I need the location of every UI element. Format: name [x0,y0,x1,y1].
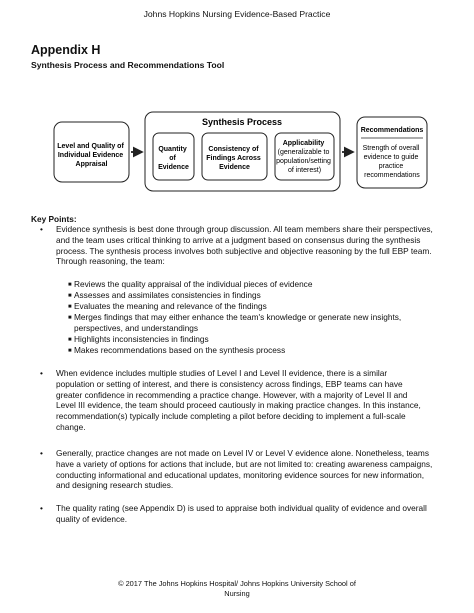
key-point-2-line: Level III evidence, the team should proceed cautiously in making practice changes. In this instance, [56,400,421,411]
key-point-1-line: Through reasoning, the team: [56,256,165,267]
left-box-line-1: Level and Quality of [57,143,124,150]
recommendations-title: Recommendations [360,127,424,134]
sub-point-text: Reviews the quality appraisal of the individual pieces of evidence [74,279,313,289]
key-point-1-line: process. The synthesis process involves both subjective and objective reasoning by the full EBP team. [56,245,432,256]
consistency-line-3: Evidence [219,164,250,171]
sub-point [68,334,454,345]
sub-point [68,345,454,356]
consistency-line-1: Consistency of [208,146,259,153]
sub-point [68,312,454,334]
key-point-3 [56,448,456,491]
bullet-icon: • [40,503,43,513]
synthesis-process-title: Synthesis Process [201,117,283,127]
sub-point-text: Makes recommendations based on the synthesis process [74,345,286,355]
page-footer [0,579,474,598]
sub-point [68,279,454,290]
key-point-1-line: and the team uses critical thinking to arrive at a judgment based on consensus during the synthesis [56,234,421,245]
square-bullet-icon: ■ [68,304,72,310]
sub-point-text: Assesses and assimilates consistencies in findings [74,290,261,300]
key-point-2-line: population or setting of interest, and there is consistency across findings, EBP teams can have [56,378,403,389]
quantity-line-1: Quantity [158,146,187,153]
square-bullet-icon: ■ [68,315,72,321]
page-header: Johns Hopkins Nursing Evidence-Based Practice [143,9,331,19]
sub-point-text: Merges findings that may either enhance the team's knowledge or generate new insights, [74,312,402,322]
key-point-3-line: have a variety of options for actions that include, but are not limited to: creating awareness campaigns, [56,458,433,469]
key-point-3-line: Generally, practice changes are not made on Level IV or Level V evidence alone. Nonetheless, teams [56,448,429,458]
key-point-4 [56,503,456,525]
appendix-title: Appendix H [31,43,101,57]
key-points-heading: Key Points: [31,214,77,224]
square-bullet-icon: ■ [68,293,72,299]
recommendations-line-1: Strength of overall [362,145,420,152]
sub-point-text: Evaluates the meaning and relevance of the findings [74,301,267,311]
key-point-4-line: quality of evidence. [56,513,128,524]
tool-subtitle: Synthesis Process and Recommendations Tool [31,60,225,70]
recommendations-line-3: practice [378,163,404,170]
square-bullet-icon: ■ [68,282,72,288]
key-point-3-line: conducting informational and educational updates, monitoring evidence sources for new information, [56,469,425,480]
key-point-3-line: and designing research studies. [56,480,174,491]
bullet-icon: • [40,224,43,234]
sub-point [68,290,454,301]
synthesis-diagram [0,0,474,230]
applicability-title: Applicability [282,140,325,147]
quantity-line-3: Evidence [158,164,189,171]
key-point-2-line: greater confidence in recommending a practice change. However, with a majority of Level II and [56,389,408,400]
consistency-line-2: Findings Across [206,155,261,162]
recommendations-line-4: recommendations [364,172,420,179]
square-bullet-icon: ■ [68,348,72,354]
quantity-line-2: of [169,155,176,162]
square-bullet-icon: ■ [68,337,72,343]
key-point-1 [56,224,456,267]
sub-point-text: Highlights inconsistencies in findings [74,334,209,344]
left-box-line-3: Appraisal [75,161,108,168]
sub-point-text: perspectives, and understandings [74,322,199,333]
key-point-2-line: When evidence includes multiple studies of Level I and Level II evidence, there is a similar [56,368,388,378]
key-point-1-line: Evidence synthesis is best done through group discussion. All team members share their perspectives, [56,224,433,234]
sub-point [68,301,454,312]
applicability-line-2: population/setting [276,158,331,165]
applicability-line-1: (generalizable to [277,149,330,156]
footer-line: Nursing [224,588,250,598]
bullet-icon: • [40,448,43,458]
key-point-2 [56,368,456,433]
key-point-2-line: change. [56,421,86,432]
key-point-2-line: recommendation(s) typically include completing a pilot before deciding to implement a full-scale [56,411,406,422]
recommendations-line-2: evidence to guide [363,154,419,161]
applicability-line-3: of interest) [287,167,322,174]
bullet-icon: • [40,368,43,378]
left-box-line-2: Individual Evidence [57,152,124,159]
key-point-4-line: The quality rating (see Appendix D) is used to appraise both individual quality of evidence and overall [56,503,427,513]
footer-line: © 2017 The Johns Hopkins Hospital/ Johns Hopkins University School of [118,579,356,588]
